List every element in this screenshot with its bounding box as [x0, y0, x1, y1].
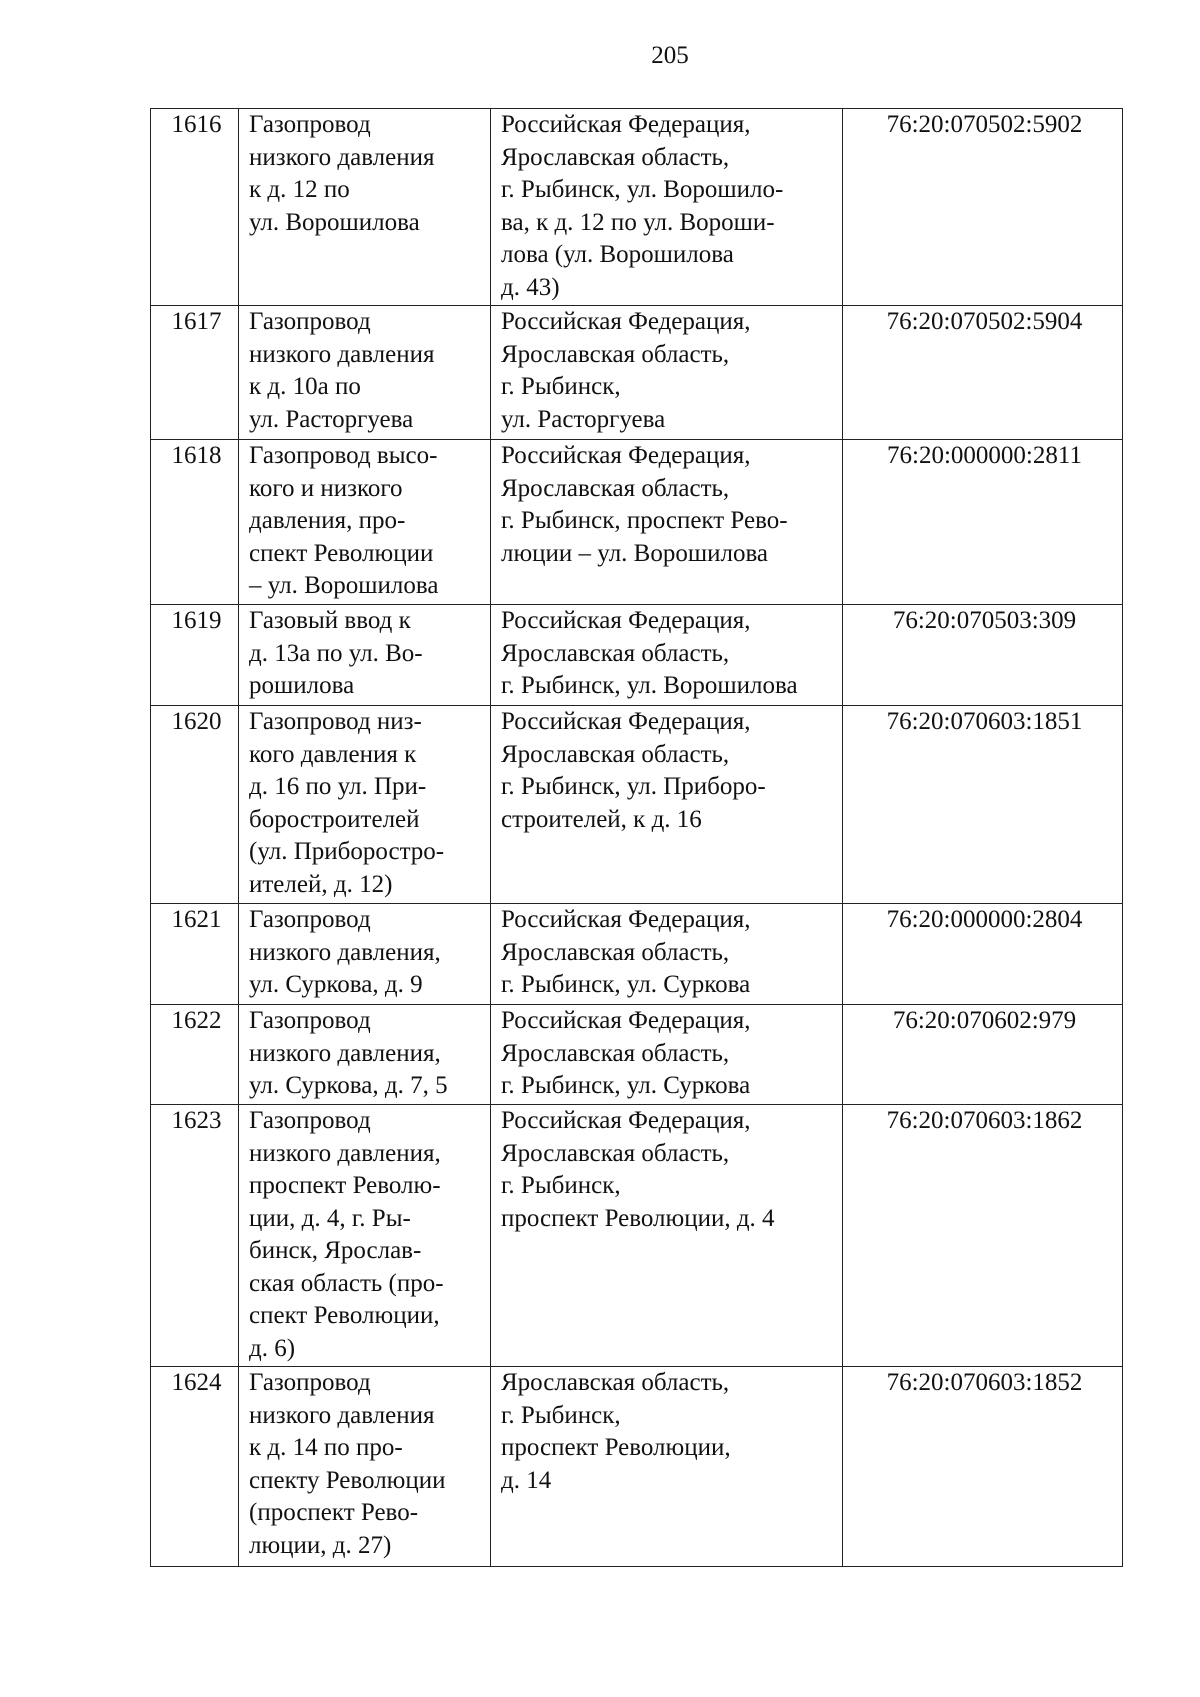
row-number: 1624 [151, 1367, 239, 1567]
table-row [151, 306, 1123, 440]
object-name: Газопровод низкого давления к д. 12 по ул. Ворошилова [239, 109, 491, 306]
table-row [151, 440, 1123, 605]
table-row [151, 706, 1123, 904]
table-row [151, 1105, 1123, 1367]
row-number: 1620 [151, 706, 239, 904]
row-number: 1617 [151, 306, 239, 440]
row-number: 1616 [151, 109, 239, 306]
object-name: Газопровод высо- кого и низкого давления, про- спект Революции – ул. Ворошилова [239, 440, 491, 605]
object-address: Российская Федерация, Ярославская область, г. Рыбинск, ул. Приборо- строителей, к д. 16 [491, 706, 843, 904]
cadastral-number: 76:20:070603:1852 [843, 1367, 1123, 1567]
cadastral-number: 76:20:070502:5904 [843, 306, 1123, 440]
object-name: Газопровод низкого давления, ул. Суркова, д. 7, 5 [239, 1005, 491, 1105]
object-address: Российская Федерация, Ярославская область, г. Рыбинск, проспект Революции, д. 4 [491, 1105, 843, 1367]
row-number: 1619 [151, 605, 239, 706]
object-address: Российская Федерация, Ярославская область, г. Рыбинск, ул. Суркова [491, 1005, 843, 1105]
cadastral-number: 76:20:070603:1851 [843, 706, 1123, 904]
object-address: Российская Федерация, Ярославская область, г. Рыбинск, ул. Ворошило- ва, к д. 12 по ул. Вороши- лова (ул. Ворошилова д. 43) [491, 109, 843, 306]
cadastral-number: 76:20:000000:2804 [843, 904, 1123, 1005]
cadastral-number: 76:20:070503:309 [843, 605, 1123, 706]
row-number: 1622 [151, 1005, 239, 1105]
object-name: Газопровод низкого давления к д. 10а по ул. Расторгуева [239, 306, 491, 440]
object-name: Газопровод низ- кого давления к д. 16 по ул. При- боростроителей (ул. Приборостро- ителей, д. 12) [239, 706, 491, 904]
row-number: 1621 [151, 904, 239, 1005]
table-row [151, 109, 1123, 306]
table-row [151, 1367, 1123, 1567]
property-registry-table [150, 108, 1123, 1567]
table-row [151, 904, 1123, 1005]
cadastral-number: 76:20:070602:979 [843, 1005, 1123, 1105]
object-name: Газовый ввод к д. 13а по ул. Во- рошилова [239, 605, 491, 706]
object-name: Газопровод низкого давления к д. 14 по про- спекту Революции (проспект Рево- люции, д. 27) [239, 1367, 491, 1567]
object-address: Российская Федерация, Ярославская область, г. Рыбинск, ул. Расторгуева [491, 306, 843, 440]
object-address: Российская Федерация, Ярославская область, г. Рыбинск, проспект Рево- люции – ул. Ворошилова [491, 440, 843, 605]
page-number: 205 [651, 42, 689, 69]
row-number: 1623 [151, 1105, 239, 1367]
row-number: 1618 [151, 440, 239, 605]
cadastral-number: 76:20:070603:1862 [843, 1105, 1123, 1367]
object-address: Российская Федерация, Ярославская область, г. Рыбинск, ул. Суркова [491, 904, 843, 1005]
cadastral-number: 76:20:070502:5902 [843, 109, 1123, 306]
object-name: Газопровод низкого давления, ул. Суркова, д. 9 [239, 904, 491, 1005]
table-row [151, 605, 1123, 706]
object-address: Ярославская область, г. Рыбинск, проспект Революции, д. 14 [491, 1367, 843, 1567]
table-row [151, 1005, 1123, 1105]
object-address: Российская Федерация, Ярославская область, г. Рыбинск, ул. Ворошилова [491, 605, 843, 706]
cadastral-number: 76:20:000000:2811 [843, 440, 1123, 605]
object-name: Газопровод низкого давления, проспект Револю- ции, д. 4, г. Ры- бинск, Ярослав- ская область (про- спект Революции, д. 6) [239, 1105, 491, 1367]
